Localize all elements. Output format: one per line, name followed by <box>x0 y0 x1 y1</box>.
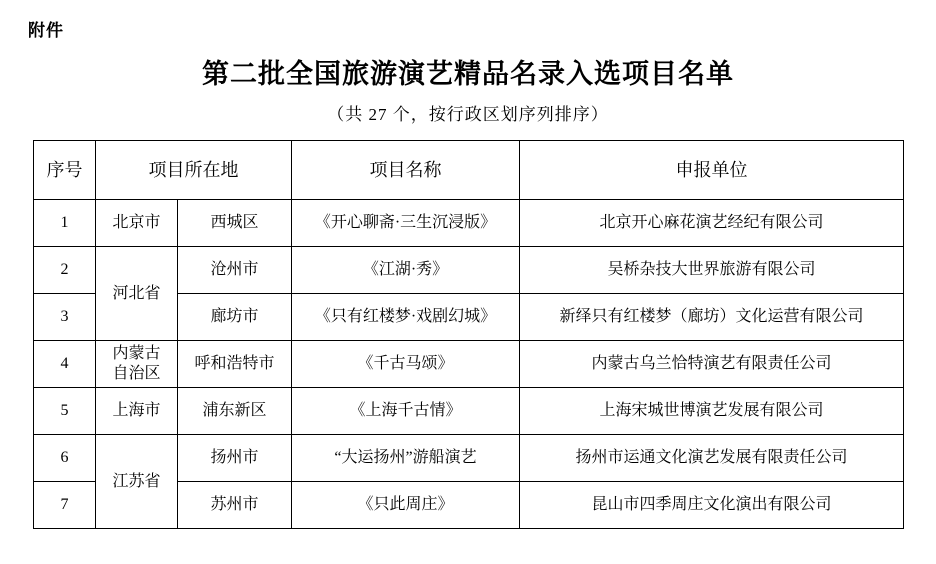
cell-applicant: 新绎只有红楼梦（廊坊）文化运营有限公司 <box>520 294 904 341</box>
table-body <box>34 200 904 529</box>
cell-applicant: 上海宋城世博演艺发展有限公司 <box>520 388 904 435</box>
table-row <box>34 341 904 388</box>
cell-province: 上海市 <box>96 388 178 435</box>
cell-no: 7 <box>34 482 96 529</box>
page-title: 第二批全国旅游演艺精品名录入选项目名单 <box>202 59 734 89</box>
project-list-table <box>33 140 904 529</box>
attachment-label: 附件 <box>28 21 64 40</box>
cell-applicant: 吴桥杂技大世界旅游有限公司 <box>520 247 904 294</box>
cell-city: 扬州市 <box>178 435 292 482</box>
cell-project: 《江湖·秀》 <box>292 247 520 294</box>
cell-project: 《开心聊斋·三生沉浸版》 <box>292 200 520 247</box>
cell-no: 3 <box>34 294 96 341</box>
cell-project: 《上海千古情》 <box>292 388 520 435</box>
table-header-row <box>34 141 904 200</box>
cell-province: 江苏省 <box>96 435 178 529</box>
column-header-location: 项目所在地 <box>96 141 292 200</box>
page-subtitle: （共 27 个，按行政区划序列排序） <box>327 105 609 124</box>
cell-no: 1 <box>34 200 96 247</box>
cell-no: 5 <box>34 388 96 435</box>
table-row <box>34 200 904 247</box>
column-header-applicant: 申报单位 <box>520 141 904 200</box>
cell-project: 《只此周庄》 <box>292 482 520 529</box>
cell-applicant: 扬州市运通文化演艺发展有限责任公司 <box>520 435 904 482</box>
cell-project: 《只有红楼梦·戏剧幻城》 <box>292 294 520 341</box>
column-header-project: 项目名称 <box>292 141 520 200</box>
cell-province: 北京市 <box>96 200 178 247</box>
cell-project: 《千古马颂》 <box>292 341 520 388</box>
cell-city: 廊坊市 <box>178 294 292 341</box>
cell-city: 呼和浩特市 <box>178 341 292 388</box>
cell-city: 浦东新区 <box>178 388 292 435</box>
cell-city: 西城区 <box>178 200 292 247</box>
cell-applicant: 北京开心麻花演艺经纪有限公司 <box>520 200 904 247</box>
table-row <box>34 247 904 294</box>
cell-no: 4 <box>34 341 96 388</box>
cell-city: 苏州市 <box>178 482 292 529</box>
cell-city: 沧州市 <box>178 247 292 294</box>
cell-no: 6 <box>34 435 96 482</box>
column-header-no: 序号 <box>34 141 96 200</box>
cell-province: 内蒙古 自治区 <box>96 341 178 388</box>
cell-applicant: 昆山市四季周庄文化演出有限公司 <box>520 482 904 529</box>
cell-applicant: 内蒙古乌兰恰特演艺有限责任公司 <box>520 341 904 388</box>
cell-project: “大运扬州”游船演艺 <box>292 435 520 482</box>
cell-province: 河北省 <box>96 247 178 341</box>
table-row <box>34 388 904 435</box>
table-row <box>34 435 904 482</box>
project-list-table-wrapper <box>33 140 903 529</box>
cell-no: 2 <box>34 247 96 294</box>
